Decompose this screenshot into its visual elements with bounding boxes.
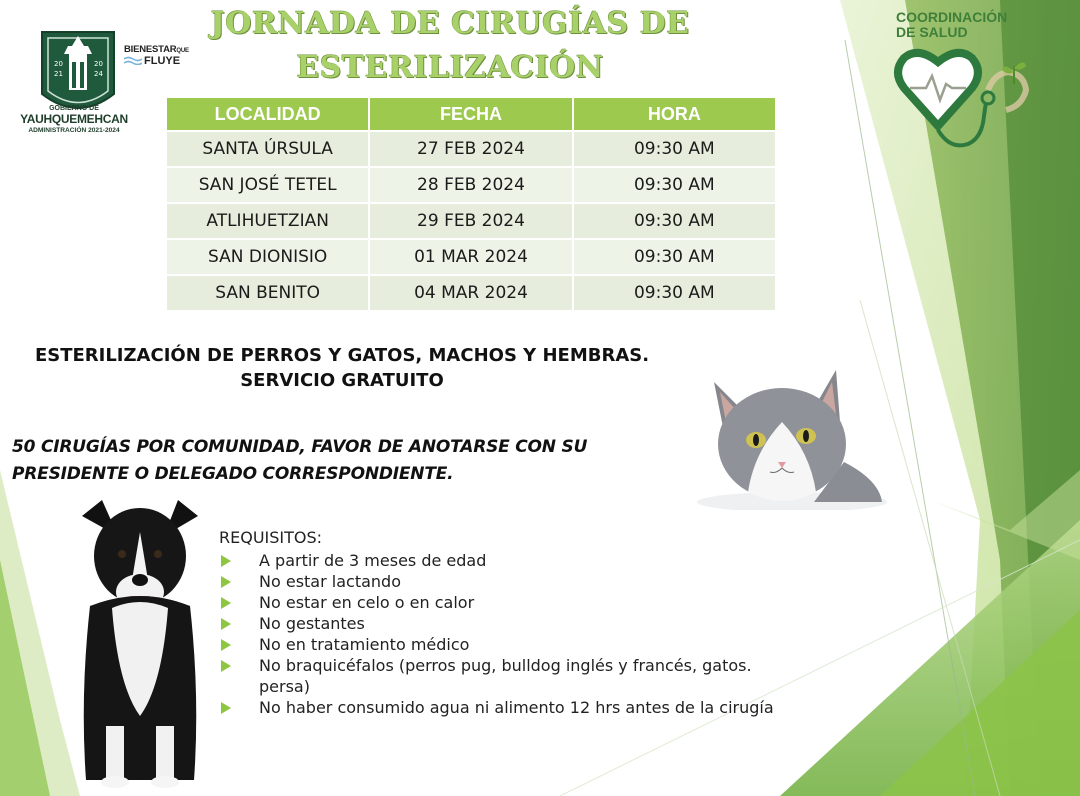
cell-fecha: 27 FEB 2024	[370, 132, 571, 166]
notice-line2: PRESIDENTE O DELEGADO CORRESPONDIENTE.	[12, 464, 454, 484]
header-localidad: LOCALIDAD	[167, 98, 368, 130]
list-item	[219, 592, 859, 613]
bienestar-word: BIENESTARQUE	[124, 44, 189, 55]
requirement-text: No gestantes	[259, 614, 365, 633]
cell-fecha: 04 MAR 2024	[370, 276, 571, 310]
triangle-bullet-icon	[221, 597, 231, 609]
schedule-table	[165, 96, 777, 312]
triangle-bullet-icon	[221, 660, 231, 672]
table-row	[167, 204, 775, 238]
bienestar-que: QUE	[176, 48, 189, 54]
cell-hora: 09:30 AM	[574, 240, 775, 274]
triangle-bullet-icon	[221, 702, 231, 714]
cell-hora: 09:30 AM	[574, 132, 775, 166]
cat-photo	[694, 362, 890, 510]
cell-localidad: SANTA ÚRSULA	[167, 132, 368, 166]
cell-hora: 09:30 AM	[574, 204, 775, 238]
requirement-text: No haber consumido agua ni alimento 12 hrs antes de la cirugía	[259, 698, 774, 717]
list-item	[219, 634, 859, 655]
list-item	[219, 655, 799, 697]
bienestar-logo	[124, 44, 204, 70]
title-line2: ESTERILIZACIÓN	[296, 50, 604, 85]
table-row	[167, 240, 775, 274]
list-item	[219, 550, 859, 571]
government-municipality: YAUHQUEMEHCAN	[20, 112, 128, 126]
cell-localidad: SAN BENITO	[167, 276, 368, 310]
triangle-bullet-icon	[221, 618, 231, 630]
requirements-title: REQUISITOS:	[219, 528, 323, 547]
coordination-label	[896, 10, 1007, 40]
list-item	[219, 613, 859, 634]
government-line1: GOBIERNO DE	[49, 105, 99, 112]
cell-fecha: 28 FEB 2024	[370, 168, 571, 202]
cell-hora: 09:30 AM	[574, 276, 775, 310]
seal-year-right-top: 20	[94, 60, 103, 68]
requirement-text: A partir de 3 meses de edad	[259, 551, 487, 570]
seal-year-right-bottom: 24	[94, 70, 103, 78]
cell-localidad: SAN DIONISIO	[167, 240, 368, 274]
service-headline	[12, 343, 672, 393]
header-hora: HORA	[574, 98, 775, 130]
cell-localidad: ATLIHUETZIAN	[167, 204, 368, 238]
headline-line1: ESTERILIZACIÓN DE PERROS Y GATOS, MACHOS Y HEMBRAS.	[34, 345, 650, 366]
government-administration: ADMINISTRACIÓN 2021-2024	[28, 127, 120, 134]
table-row	[167, 276, 775, 310]
requirements-list	[219, 550, 859, 718]
list-item	[219, 571, 859, 592]
coordination-line1: COORDINACIÓN	[896, 9, 1008, 25]
table-row	[167, 132, 775, 166]
header-fecha: FECHA	[370, 98, 571, 130]
triangle-bullet-icon	[221, 639, 231, 651]
title-line1: JORNADA DE CIRUGÍAS DE	[210, 6, 690, 41]
seal-year-left-bottom: 21	[54, 70, 63, 78]
cell-hora: 09:30 AM	[574, 168, 775, 202]
registration-notice	[12, 434, 692, 488]
requirement-text: No en tratamiento médico	[259, 635, 470, 654]
government-name	[10, 105, 138, 135]
requirement-text: No estar lactando	[259, 572, 401, 591]
cell-localidad: SAN JOSÉ TETEL	[167, 168, 368, 202]
table-row	[167, 168, 775, 202]
requirement-text: No braquicéfalos (perros pug, bulldog inglés y francés, gatos. persa)	[259, 656, 752, 696]
wave-icon	[124, 56, 142, 65]
coordination-line2: DE SALUD	[896, 24, 968, 40]
bienestar-fluye: FLUYE	[144, 55, 181, 67]
dog-photo	[72, 496, 208, 790]
heart-stethoscope-icon	[890, 44, 1040, 154]
page-title	[200, 2, 700, 90]
cell-fecha: 01 MAR 2024	[370, 240, 571, 274]
seal-year-left-top: 20	[54, 60, 63, 68]
list-item	[219, 697, 859, 718]
triangle-bullet-icon	[221, 555, 231, 567]
headline-line2: SERVICIO GRATUITO	[240, 370, 444, 391]
table-header-row	[167, 98, 775, 130]
cell-fecha: 29 FEB 2024	[370, 204, 571, 238]
requirement-text: No estar en celo o en calor	[259, 593, 475, 612]
triangle-bullet-icon	[221, 576, 231, 588]
notice-line1: 50 CIRUGÍAS POR COMUNIDAD, FAVOR DE ANOTARSE CON SU	[12, 437, 588, 457]
